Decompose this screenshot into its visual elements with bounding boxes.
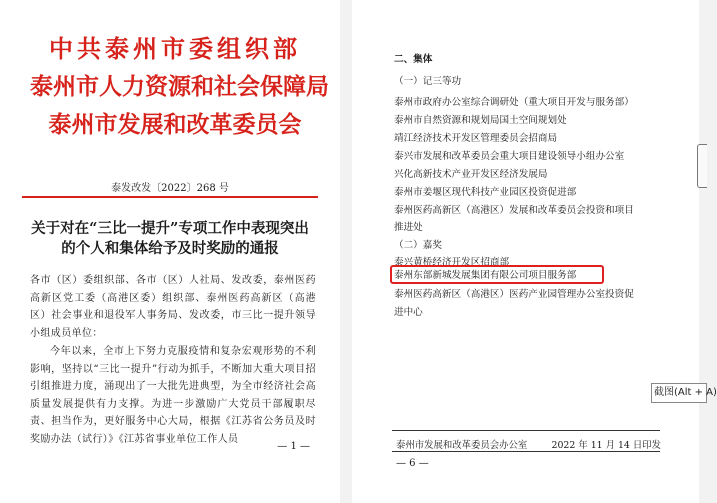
footer-organization: 泰州市发展和改革委员会办公室 xyxy=(396,440,528,451)
merit-item: 泰州市姜堰区现代科技产业园区投资促进部 xyxy=(394,187,577,198)
document-page-right xyxy=(352,0,699,503)
merit-item: 泰兴市发展和改革委员会重大项目建设领导小组办公室 xyxy=(394,151,625,162)
salutation-paragraph: 各市（区）委组织部、各市（区）人社局、发改委，泰州医药高新区党工委（高港区委）组织部、泰州医药高新区（高港区）社会事业和退役军人事务局、发改委，市三比一提升领导小组成员单位： xyxy=(30,275,316,339)
merit-item: 泰州市政府办公室综合调研处（重大项目开发与服务部） xyxy=(394,97,634,108)
subsection-commendation: （二）嘉奖 xyxy=(394,240,442,251)
document-title-line-1: 关于对在“三比一提升”专项工作中表现突出 xyxy=(31,220,309,237)
merit-item: 泰州医药高新区（高港区）发展和改革委员会投资和项目 xyxy=(394,205,634,216)
body-paragraph: 今年以来，全市上下努力克服疫情和复杂宏观形势的不利影响，坚持以“三比一提升”行动为抓手，不断加大重大项目招引组推进力度，涌现出了一大批先进典型，为全市经济社会高质量发展提供有力支撑。为进一步激励广大党员干部履职尽责、担当作为，更好服务中心大局，根据《江苏省公务员及时奖励办法（试行）》《江苏省事业单位工作人员 xyxy=(30,346,316,445)
section-title-collective: 二、集体 xyxy=(394,54,433,65)
merit-item-continued: 推进处 xyxy=(394,222,423,233)
page-number-left: — 1 — xyxy=(277,441,310,452)
letterhead-line-1: 中共泰州市委组织部 xyxy=(49,34,301,63)
subsection-merit-three: （一）记三等功 xyxy=(394,76,462,87)
side-scroll-tab[interactable] xyxy=(697,144,707,188)
letterhead-red-rule xyxy=(22,196,318,198)
screenshot-shortcut-tooltip: 截图(Alt + A) xyxy=(651,383,707,403)
document-page-left xyxy=(0,0,340,503)
letterhead-line-2: 泰州市人力资源和社会保障局 xyxy=(30,73,329,100)
footer-rule-top xyxy=(392,430,660,431)
page-number-right: — 6 — xyxy=(396,458,429,469)
commend-item-highlighted: 泰州东部新城发展集团有限公司项目服务部 xyxy=(394,270,577,281)
merit-item: 靖江经济技术开发区管理委员会招商局 xyxy=(394,133,558,144)
merit-item: 泰州市自然资源和规划局国土空间规划处 xyxy=(394,115,567,126)
footer-print-date: 2022 年 11 月 14 日印发 xyxy=(551,440,661,451)
merit-item: 兴化高新技术产业开发区经济发展局 xyxy=(394,169,548,180)
commend-item-continued: 进中心 xyxy=(394,307,423,318)
commend-item: 泰兴黄桥经济开发区招商部 xyxy=(394,257,510,268)
document-title-line-2: 的个人和集体给予及时奖励的通报 xyxy=(61,240,279,257)
red-highlight-box xyxy=(390,265,604,284)
letterhead-line-3: 泰州市发展和改革委员会 xyxy=(48,111,302,138)
footer-rule-bottom xyxy=(392,451,660,452)
commend-item: 泰州医药高新区（高港区）医药产业园管理办公室投资促 xyxy=(394,289,634,300)
document-number: 泰发改发〔2022〕268 号 xyxy=(111,183,229,194)
